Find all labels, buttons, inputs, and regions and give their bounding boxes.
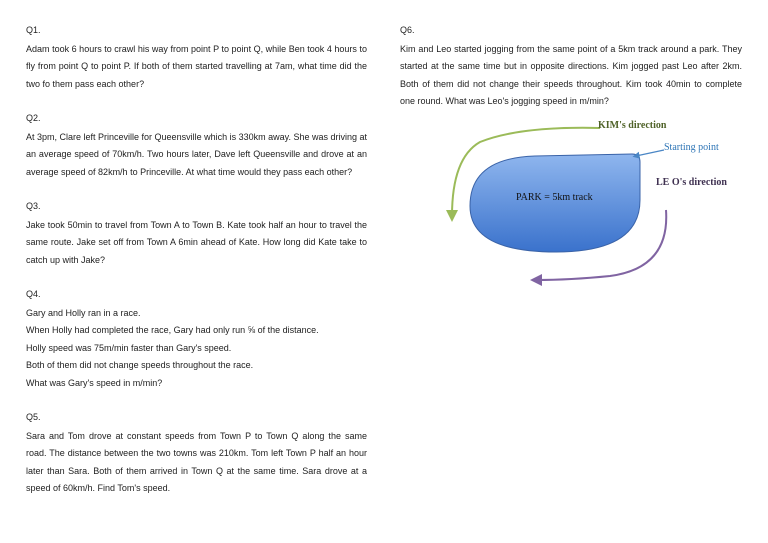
- question-number: Q5.: [26, 412, 41, 422]
- question-4: [26, 286, 367, 392]
- question-line: Gary and Holly ran in a race.: [26, 307, 141, 318]
- question-number: Q6.: [400, 25, 415, 35]
- question-3: [26, 198, 367, 269]
- question-line: Holly speed was 75m/min faster than Gary's speed.: [26, 342, 232, 353]
- starting-point-label: Starting point: [664, 142, 719, 153]
- question-6: [400, 22, 742, 111]
- question-number: Q4.: [26, 289, 41, 299]
- question-2: [26, 110, 367, 181]
- leo-direction-label: LE O's direction: [656, 177, 727, 188]
- question-text: Adam took 6 hours to crawl his way from point P to point Q, while Ben took 4 hours to fly from point Q to point P. If both of them started travelling at 7am, what time did the two fo them pass each other?: [26, 43, 367, 89]
- kim-direction-label: KIM's direction: [598, 120, 667, 131]
- starting-point-arrow: [636, 150, 664, 156]
- park-shape: [470, 154, 640, 252]
- right-column: [400, 22, 742, 111]
- question-text: Jake took 50min to travel from Town A to Town B. Kate took half an hour to travel the same route. Jake set off from Town A 6min ahead of Kate. How long did Kate take to catch up with Jake?: [26, 219, 367, 265]
- question-text: At 3pm, Clare left Princeville for Queensville which is 330km away. She was driving at an average speed of 70km/h. Two hours later, Dave left Queensville and drove at an average speed of 82km/h to Princeville. At what time would they pass each other?: [26, 131, 367, 177]
- left-column: [26, 22, 367, 498]
- question-text: Sara and Tom drove at constant speeds from Town P to Town Q along the same road. The distance between the two towns was 210km. Tom left Town P half an hour later than Sara. Both of them arrived in Town Q at the same time. Sara drove at a speed of 60km/h. Find Tom's speed.: [26, 430, 367, 493]
- question-text: Kim and Leo started jogging from the same point of a 5km track around a park. They started at the same time but in opposite directions. Kim jogged past Leo after 2km. Both of them did not change their speeds throughout. Kim took 40min to complete one round. What was Leo's jogging speed in m/min?: [400, 43, 742, 106]
- park-track-diagram: [440, 118, 768, 293]
- park-label: PARK = 5km track: [516, 192, 593, 203]
- question-line: What was Gary's speed in m/min?: [26, 377, 163, 388]
- question-line: Both of them did not change speeds throughout the race.: [26, 360, 254, 370]
- question-number: Q2.: [26, 113, 41, 123]
- question-line: When Holly had completed the race, Gary had only run ⅝ of the distance.: [26, 325, 319, 335]
- question-1: [26, 22, 367, 93]
- question-number: Q3.: [26, 201, 41, 211]
- question-number: Q1.: [26, 25, 41, 35]
- question-5: [26, 409, 367, 498]
